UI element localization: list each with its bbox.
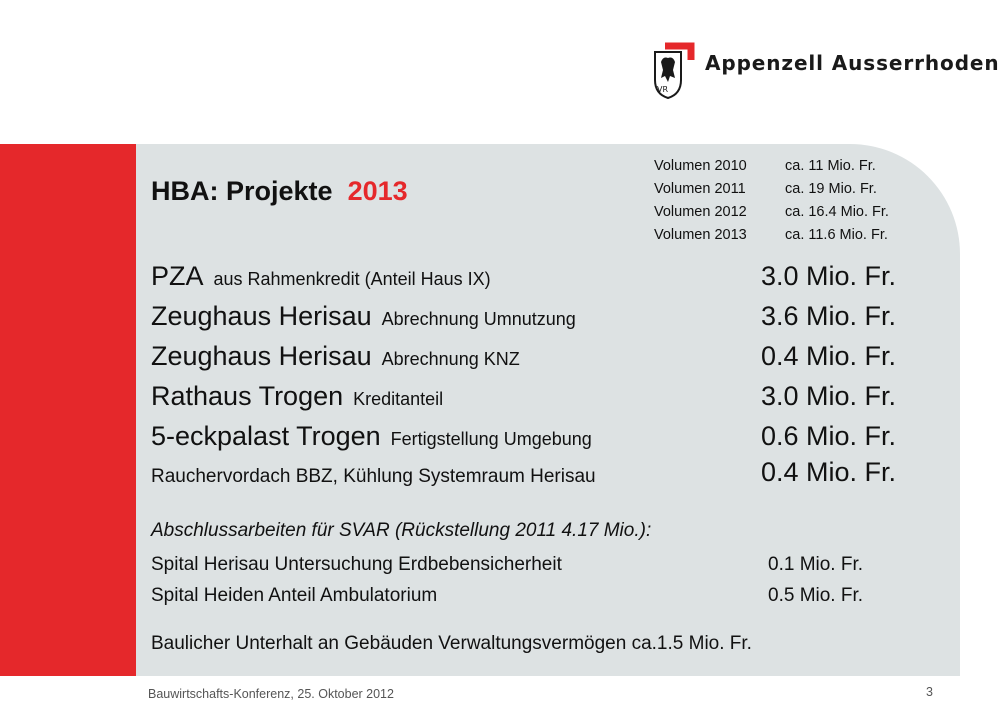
project-description: aus Rahmenkredit (Anteil Haus IX) (213, 269, 491, 289)
volume-label: Volumen 2011 (654, 181, 746, 197)
red-accent-bar (0, 144, 136, 676)
svar-heading: Abschlussarbeiten für SVAR (Rückstellung 2011 4.17 Mio.): (151, 520, 652, 541)
project-name: Zeughaus Herisau (151, 341, 372, 371)
volume-label: Volumen 2013 (654, 227, 747, 243)
project-name: PZA (151, 261, 204, 291)
project-description: Abrechnung Umnutzung (381, 309, 576, 329)
project-description: Abrechnung KNZ (381, 349, 520, 369)
project-row (151, 454, 921, 494)
volume-value: ca. 16.4 Mio. Fr. (785, 204, 889, 220)
maintenance-line: Baulicher Unterhalt an Gebäuden Verwaltungsvermögen ca.1.5 Mio. Fr. (151, 633, 752, 654)
page-number: 3 (926, 685, 933, 699)
project-row (151, 338, 921, 378)
project-name: Rathaus Trogen (151, 381, 344, 411)
project-row (151, 378, 921, 418)
project-amount: 0.6 Mio. Fr. (761, 421, 897, 451)
project-amount: 0.4 Mio. Fr. (761, 457, 897, 487)
volume-value: ca. 11.6 Mio. Fr. (785, 227, 888, 243)
project-name: 5-eckpalast Trogen (151, 421, 381, 451)
project-name: Rauchervordach BBZ, Kühlung Systemraum Herisau (151, 466, 596, 487)
svg-text:VR: VR (657, 85, 669, 94)
volume-value: ca. 11 Mio. Fr. (785, 158, 876, 174)
project-row (151, 298, 921, 338)
canton-bear-shield-icon (651, 40, 697, 100)
title-year: 2013 (347, 176, 408, 206)
svar-item-amount: 0.1 Mio. Fr. (768, 554, 864, 575)
svar-item (151, 554, 864, 576)
svar-item-amount: 0.5 Mio. Fr. (768, 585, 864, 606)
page-title (151, 176, 408, 207)
project-amount: 3.0 Mio. Fr. (761, 381, 897, 411)
project-amount: 0.4 Mio. Fr. (761, 341, 897, 371)
svar-item-text: Spital Heiden Anteil Ambulatorium (151, 585, 438, 606)
project-row (151, 258, 921, 298)
volume-label: Volumen 2010 (654, 158, 747, 174)
project-name: Zeughaus Herisau (151, 301, 372, 331)
volume-label: Volumen 2012 (654, 204, 747, 220)
title-prefix: HBA: Projekte (151, 176, 333, 206)
project-description: Fertigstellung Umgebung (390, 429, 592, 449)
project-amount: 3.6 Mio. Fr. (761, 301, 897, 331)
svar-item-text: Spital Herisau Untersuchung Erdbebensicherheit (151, 554, 562, 575)
project-row (151, 418, 921, 458)
organization-name: Appenzell Ausserrhoden (705, 51, 1000, 75)
volume-value: ca. 19 Mio. Fr. (785, 181, 877, 197)
project-amount: 3.0 Mio. Fr. (761, 261, 897, 291)
svar-item (151, 585, 864, 607)
footer-text: Bauwirtschafts-Konferenz, 25. Oktober 2012 (148, 687, 394, 701)
project-description: Kreditanteil (353, 389, 444, 409)
